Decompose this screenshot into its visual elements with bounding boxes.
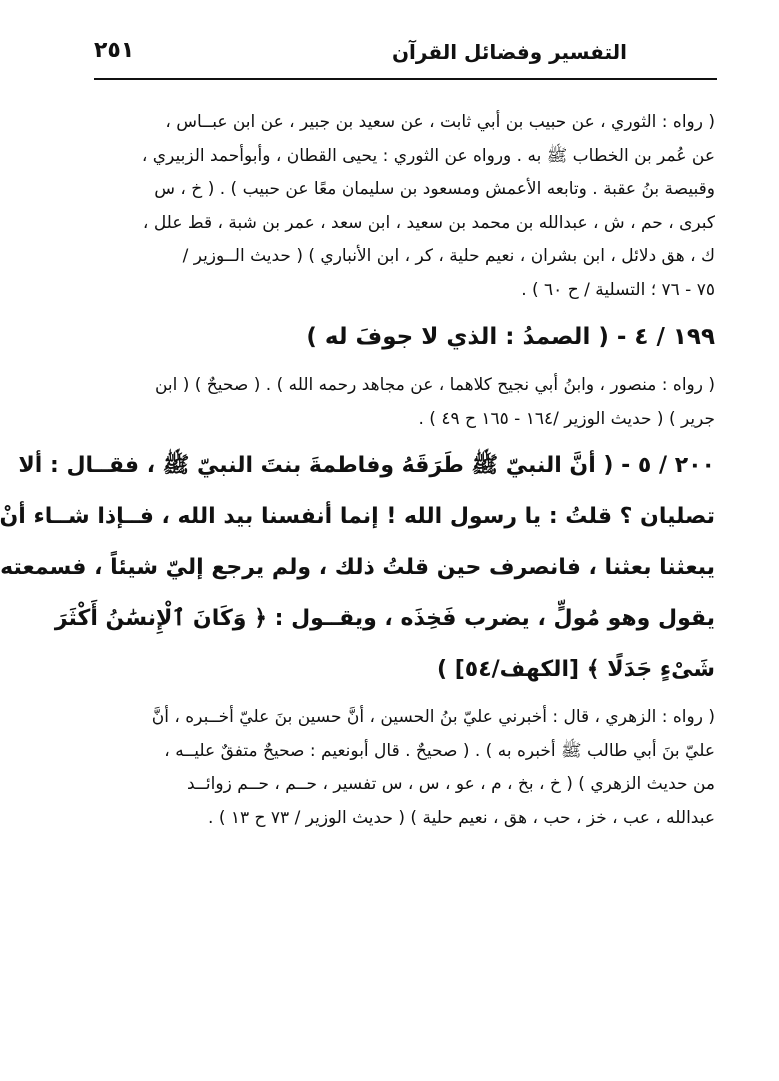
text-line: ك ، هق دلائل ، ابن بشران ، نعيم حلية ، كر ، ابن الأنباري ) ( حديث الــوزير / xyxy=(182,246,715,266)
page-number: ٢٥١ xyxy=(94,38,135,63)
hadith-heading-199: ١٩٩ / ٤ - ( الصمدُ : الذي لا جوفَ له ) xyxy=(306,324,715,350)
text-line: عليّ بنَ أبي طالب ﷺ أخبره به ) . ( صحيحٌ . قال أبونعيم : صحيحٌ متفقٌ عليــه ، xyxy=(164,740,715,761)
hadith-text-200 xyxy=(0,440,715,695)
text-line: ( رواه : منصور ، وابنُ أبي نجيح كلاهما ، عن مجاهد رحمه الله ) . ( صحيحٌ ) ( ابن xyxy=(154,375,715,395)
running-title: التفسير وفضائل القرآن xyxy=(391,40,627,64)
text-line: من حديث الزهري ) ( خ ، بخ ، م ، عو ، س ، س تفسير ، حــم ، حــم زوائــد xyxy=(187,774,715,794)
text-line: عبدالله ، عب ، خز ، حب ، هق ، نعيم حلية ) ( حديث الوزير / ٧٣ ح ١٣ ) . xyxy=(208,807,715,828)
citation-paragraph-199 xyxy=(96,369,715,436)
text-line: عن عُمر بن الخطاب ﷺ به . ورواه عن الثوري : يحيى القطان ، وأبوأحمد الزبيري ، xyxy=(141,145,715,166)
citation-paragraph-198 xyxy=(96,106,715,307)
text-line: شَىْءٍ جَدَلًا ﴾ [الكهف/٥٤] ) xyxy=(436,657,715,682)
text-line: يقول وهو مُولٍّ ، يضرب فَخِذَه ، ويقــول : ﴿ وَكَانَ ٱلْإِنسَٰنُ أَكْثَرَ xyxy=(54,606,715,631)
text-line: ٧٥ - ٧٦ ؛ التسلية / ح ٦٠ ) . xyxy=(521,279,715,300)
text-line: ( رواه : الثوري ، عن حبيب بن أبي ثابت ، عن سعيد بن جبير ، عن ابن عبــاس ، xyxy=(165,112,715,132)
page-body xyxy=(0,106,715,839)
header-divider xyxy=(94,78,717,80)
text-line: كبرى ، حم ، ش ، عبدالله بن محمد بن سعيد ، ابن سعد ، عمر بن شبة ، قط علل ، xyxy=(142,212,715,233)
citation-paragraph-200 xyxy=(96,701,715,835)
text-line: تصليان ؟ قلتُ : يا رسول الله ! إنما أنفسنا بيد الله ، فــإذا شــاء أنْ xyxy=(0,504,715,529)
text-line: وقبيصة بنُ عقبة . وتابعه الأعمش ومسعود بن سليمان معًا عن حبيب ) . ( خ ، س xyxy=(154,179,715,199)
text-line: ( رواه : الزهري ، قال : أخبرني عليّ بنُ الحسين ، أنَّ حسين بنَ عليّ أخــبره ، أنَّ xyxy=(151,707,715,727)
text-line: يبعثنا بعثنا ، فانصرف حين قلتُ ذلك ، ولم يرجع إليّ شيئاً ، فسمعته xyxy=(0,555,715,580)
text-line: جرير ) ( حديث الوزير /١٦٤ - ١٦٥ ح ٤٩ ) . xyxy=(418,408,715,429)
running-header xyxy=(94,36,717,76)
text-line: ٢٠٠ / ٥ - ( أنَّ النبيّ ﷺ طَرَقَهُ وفاطمةَ بنتَ النبيّ ﷺ ، فقــال : ألا xyxy=(18,453,715,478)
